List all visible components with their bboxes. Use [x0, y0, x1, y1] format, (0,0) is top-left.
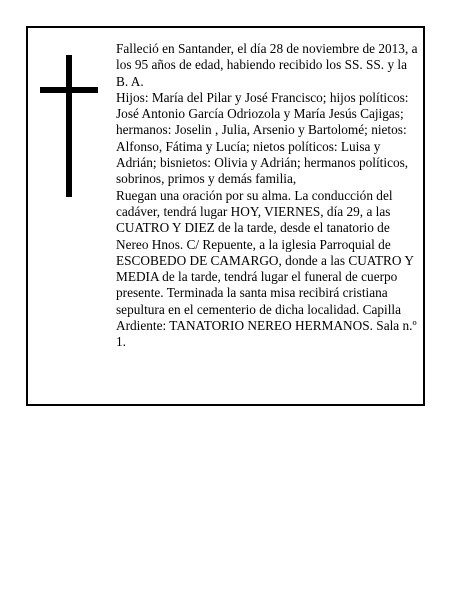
cross-icon	[40, 55, 98, 197]
funeral-details-paragraph: Ruegan una oración por su alma. La conducción del cadáver, tendrá lugar HOY, VIERNES, día 29, a las CUATRO Y DIEZ de la tarde, desde el tanatorio de Nereo Hnos. C/ Repuente, a la iglesia Parroquial de ESCOBEDO DE CAMARGO, donde a las CUATRO Y MEDIA de la tarde, tendrá lugar el funeral de cuerpo presente. Terminada la santa misa recibirá cristiana sepultura en el cementerio de dicha localidad. Capilla Ardiente: TANATORIO NEREO HERMANOS. Sala n.º 1.	[116, 187, 417, 350]
death-announcement-paragraph: Falleció en Santander, el día 28 de noviembre de 2013, a los 95 años de edad, habiendo recibido los SS. SS. y la B. A.	[116, 41, 418, 89]
cross-vertical-bar	[66, 55, 72, 197]
family-list-paragraph: Hijos: María del Pilar y José Francisco; hijos políticos: José Antonio García Odriozola y María Jesús Cajigas; hermanos: Joselin , Julia, Arsenio y Bartolomé; nietos: Alfonso, Fátima y Lucía; nietos políticos: Luisa y Adrián; bisnietos: Olivia y Adrián; hermanos políticos, sobrinos, primos y demás familia,	[116, 89, 409, 187]
cross-horizontal-bar	[40, 87, 98, 93]
notice-body	[116, 41, 421, 351]
obituary-notice	[26, 26, 425, 406]
